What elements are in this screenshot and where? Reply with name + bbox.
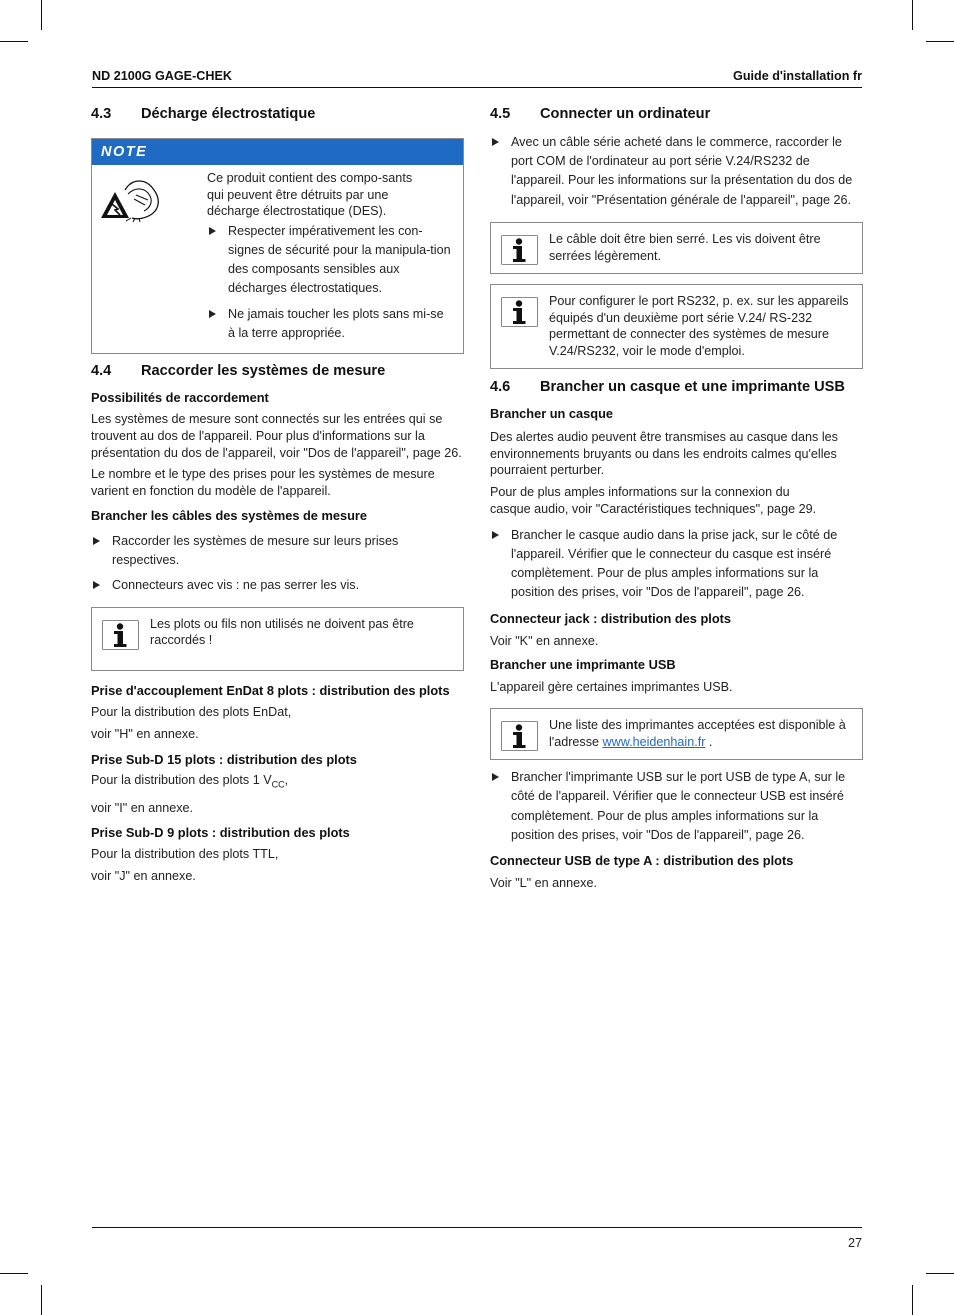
crop-mark (926, 41, 954, 42)
bullet-triangle-icon (93, 537, 100, 545)
crop-mark (912, 1285, 913, 1315)
paragraph: Pour la distribution des plots TTL, (91, 847, 279, 862)
subheading-subd9: Prise Sub-D 9 plots : distribution des plots (91, 825, 350, 841)
paragraph: Voir "L" en annexe. (490, 876, 597, 891)
bullet-triangle-icon (209, 310, 216, 318)
note-icon-cell (92, 170, 207, 343)
subheading-subd15: Prise Sub-D 15 plots : distribution des plots (91, 752, 357, 768)
document-title: Guide d'installation fr (733, 69, 862, 83)
info-text: Les plots ou fils non utilisés ne doivent pas être raccordés ! (150, 616, 414, 648)
list-item: Avec un câble série acheté dans le commerce, raccorder le port COM de l'ordinateur au port série V.24/RS232 de l'appareil. Pour les informations sur la présentation du dos de l'appareil, voir "Présentation générale de l'appareil", page 26. (490, 133, 863, 210)
subheading-jack: Connecteur jack : distribution des plots (490, 610, 732, 626)
list-item: Raccorder les systèmes de mesure sur leurs prises respectives. (91, 532, 464, 570)
casque-bullets (490, 526, 863, 603)
bullet-triangle-icon (492, 138, 499, 146)
list-item: Respecter impérativement les con-signes de sécurité pour la manipula-tion des composants sensibles aux décharges électrostatiques. (207, 222, 453, 299)
note-body (92, 165, 463, 353)
left-column (91, 105, 464, 885)
crop-mark (0, 41, 28, 42)
section-heading-4-4: 4.4 Raccorder les systèmes de mesure (91, 363, 386, 379)
paragraph: Pour la distribution des plots 1 $V_{CC}$, (91, 773, 289, 790)
list-item: Brancher l'imprimante USB sur le port USB de type A, sur le côté de l'appareil. Vérifier que le connecteur USB est inséré complètement. Pour de plus amples informations sur la position des prises, voir "Dos de l'appareil", page 26. (490, 768, 863, 845)
section-heading-4-6: 4.6 Brancher un casque et une imprimante USB (490, 378, 845, 395)
pc-bullets (490, 133, 863, 210)
info-icon (501, 721, 538, 751)
info-box (490, 222, 863, 274)
crop-mark (41, 0, 42, 30)
footer-rule (92, 1227, 862, 1228)
info-icon (501, 235, 538, 265)
section-heading-4-3: 4.3 Décharge électrostatique (91, 106, 316, 122)
list-item: Brancher le casque audio dans la prise jack, sur le côté de l'appareil. Vérifier que le connecteur du casque est inséré complètement. Pour de plus amples informations sur la position des prises, voir "Dos de l'appareil", page 26. (490, 526, 863, 603)
paragraph: Les systèmes de mesure sont connectés sur les entrées qui se trouvent au dos de l'appareil. Pour plus d'informations sur la présentation du dos de l'appareil, voir "Dos de l'appareil", page 26. (91, 412, 462, 460)
subheading-casque: Brancher un casque (490, 405, 614, 421)
info-text: Pour configurer le port RS232, p. ex. sur les appareils équipés d'un deuxième port série V.24/ RS-232 permettant de connecter des systèmes de mesure V.24/RS232, voir le mode d'emploi. (549, 293, 849, 359)
page-header (92, 69, 862, 88)
paragraph: L'appareil gère certaines imprimantes USB. (490, 680, 733, 695)
paragraph: voir "H" en annexe. (91, 727, 199, 742)
bullet-triangle-icon (93, 581, 100, 589)
note-box (91, 138, 464, 354)
cables-bullets (91, 532, 464, 596)
list-item: Connecteurs avec vis : ne pas serrer les vis. (91, 576, 464, 595)
usb-bullets (490, 768, 863, 845)
note-label: NOTE (92, 139, 463, 165)
subheading-possibilites: Possibilités de raccordement (91, 390, 269, 405)
paragraph: Pour de plus amples informations sur la connexion du casque audio, voir "Caractéristiques techniques", page 29. (490, 485, 817, 516)
info-box (490, 708, 863, 760)
crop-mark (926, 1273, 954, 1274)
esd-warning-icon (98, 174, 168, 224)
crop-mark (912, 0, 913, 30)
info-box (490, 284, 863, 369)
note-content (207, 170, 453, 343)
paragraph: Voir "K" en annexe. (490, 633, 599, 648)
paragraph: voir "J" en annexe. (91, 869, 196, 884)
crop-mark (41, 1285, 42, 1315)
paragraph: voir "I" en annexe. (91, 800, 194, 815)
info-icon (501, 297, 538, 327)
paragraph: Des alertes audio peuvent être transmises au casque dans les environnements bruyants ou dans les endroits calmes qu'elles pourraient perturber. (490, 429, 838, 478)
page-number: 27 (847, 1236, 862, 1250)
subheading-usb-a: Connecteur USB de type A : distribution des plots (490, 853, 794, 869)
crop-mark (0, 1273, 28, 1274)
info-icon (102, 620, 139, 650)
right-column (490, 105, 863, 892)
subheading-endat: Prise d'accouplement EnDat 8 plots : distribution des plots (91, 682, 450, 698)
note-bullets (207, 222, 453, 343)
section-heading-4-5: 4.5 Connecter un ordinateur (490, 106, 711, 122)
product-name: ND 2100G GAGE-CHEK (92, 69, 232, 83)
bullet-triangle-icon (209, 227, 216, 235)
subheading-usb: Brancher une imprimante USB (490, 657, 676, 673)
info-text: Une liste des imprimantes acceptées est disponible à l'adresse www.heidenhain.fr . (549, 718, 846, 749)
subheading-brancher-cables: Brancher les câbles des systèmes de mesure (91, 507, 368, 523)
bullet-triangle-icon (492, 773, 499, 781)
info-text: Le câble doit être bien serré. Les vis doivent être serrées légèrement. (549, 231, 821, 263)
bullet-triangle-icon (492, 531, 499, 539)
heidenhain-link[interactable]: www.heidenhain.fr (602, 735, 706, 749)
list-item: Ne jamais toucher les plots sans mi-se à la terre appropriée. (207, 305, 453, 343)
info-box (91, 607, 464, 671)
paragraph: Le nombre et le type des prises pour les systèmes de mesure varient en fonction du modèle de l'appareil. (91, 467, 435, 499)
paragraph: Pour la distribution des plots EnDat, (91, 704, 292, 719)
note-text: Ce produit contient des compo-sants qui peuvent être détruits par une décharge électrostatique (DES). (207, 171, 413, 219)
